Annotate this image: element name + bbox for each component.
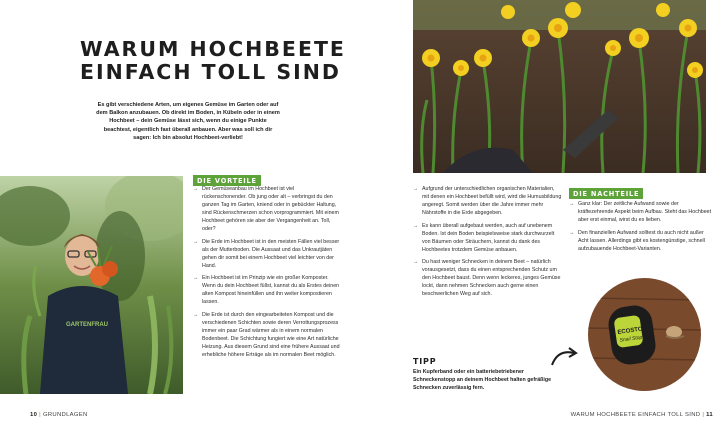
page-number-right: 11 <box>706 412 713 418</box>
tip-box <box>413 357 553 392</box>
vorteile-list <box>193 185 340 364</box>
middle-bullet-list <box>413 185 563 303</box>
right-page <box>360 0 720 421</box>
list-item: → Den finanziellen Aufwand solltest du auch nicht außer Acht lassen. Allerdings gibt es kostengünstige, schnell aufzubauende Hochbeet-Varianten. <box>569 229 705 252</box>
device-label-2: Snail Stop <box>619 334 643 344</box>
footer-title: WARUM HOCHBEETE EINFACH TOLL SIND <box>570 412 701 418</box>
arrow-icon: → <box>193 186 199 192</box>
device-label-1: ECOSTOP <box>617 325 647 336</box>
footer-left <box>30 412 88 418</box>
arrow-icon: → <box>413 259 419 266</box>
daffodil-photo <box>413 0 706 173</box>
vorteile-heading: DIE VORTEILE <box>193 175 261 186</box>
page-title <box>80 38 350 84</box>
snail-stop-photo <box>588 278 701 391</box>
list-item: → Der Gemüseanbau im Hochbeet ist viel rückenschonender. Ob jung oder alt – verbringst du den ganzen Tag im Garten, kniend oder in gebückter Haltung, sind Rückenschmerzen schon vorprogrammiert. Mit einem Hochbeet gehören sie aber der Vergangenheit an. Toll, oder? <box>193 186 339 233</box>
footer-separator: | <box>39 412 41 418</box>
list-item: → Ein Hochbeet ist im Prinzip wie ein großer Komposter. Wenn du dein Hochbeet füllst, kannst du als Erstes deinen alten Kompost hineinfüllen und ihn weiter kompostieren lassen. <box>193 275 340 306</box>
footer-separator: | <box>702 412 705 418</box>
nachteile-heading: DIE NACHTEILE <box>569 188 643 199</box>
title-line-2: EINFACH TOLL SIND <box>80 60 341 84</box>
list-item: → Du hast weniger Schnecken in deinem Beet – natürlich vorausgesetzt, dass du einen entsprechenden Schutz um den Hochbeet baust. Denn wenn leckeres, junges Gemüse lockt, dann nehmen Schnecken auch gerne einen beschwerlichen Weg auf sich. <box>413 259 561 298</box>
list-item: → Die Erde ist durch den eingearbeiteten Kompost und die verschiedenen Schichten sowie deren Verrottungsprozess immer ein paar Grad wärmer als in einem normalen Bodenbeet. Die Schichtung fungiert wie eine Art natürliche Heizung. Aus diesem Grund sind eine frühere Aussaat und erhebliche höhere Erträge als im normalen Beet möglich. <box>193 311 340 359</box>
title-line-1: WARUM HOCHBEETE <box>80 37 346 61</box>
page-number-left: 10 <box>30 412 38 418</box>
tip-text: Ein Kupferband oder ein batteriebetriebener Schneckenstopp an deinem Hochbeet halten gefräßige Schnecken zuverlässig fern. <box>413 369 552 392</box>
list-item: → Die Erde im Hochbeet ist in den meisten Fällen viel besser als der Mutterboden. Die Aussaat und das Unkrautjäten gehen dir somit bei einem Hochbeet viel leichter von der Hand. <box>193 238 340 269</box>
svg-text:GARTENFRAU: GARTENFRAU <box>66 322 108 328</box>
arrow-icon: → <box>193 238 199 245</box>
intro-paragraph: Es gibt verschiedene Arten, um eigenes Gemüse im Garten oder auf dem Balkon anzubauen. Ob direkt im Boden, in Kübeln oder in einem Hochbeet – dein Gemüse lässt sich, wenn du einige Punkte beachtest, eigentlich fast überall anbauen. Aber was soll ich dir sagen: Ich bin absolut Hochbeet-verliebt! <box>96 102 280 141</box>
arrow-icon: → <box>569 201 575 207</box>
tip-heading: TIPP <box>413 357 437 366</box>
arrow-icon: → <box>193 275 199 282</box>
arrow-icon: → <box>193 311 199 318</box>
list-item: → Aufgrund der unterschiedlichen organischen Materialien, mit denen ein Hochbeet befüllt wird, wird die Humusbildung angeregt. Somit werden über die Jahre immer mehr Nährstoffe in die Erde abgegeben. <box>413 186 562 217</box>
curved-arrow-icon <box>550 345 580 367</box>
list-item: → Ganz klar: Der zeitliche Aufwand sowie der kräftezehrende Aspekt beim Aufbau. Steht das Hochbeet aber erst einmal, wirst du es lieben. <box>569 201 712 224</box>
footer-section: GRUNDLAGEN <box>43 412 88 418</box>
arrow-icon: → <box>413 222 419 229</box>
footer-right <box>571 412 713 418</box>
gardener-photo <box>0 176 183 394</box>
arrow-icon: → <box>413 186 419 192</box>
arrow-icon: → <box>569 229 575 236</box>
list-item: → Es kann überall aufgebaut werden, auch auf unebenem Boden. Ist dein Boden beispielsweise stark durchwurzelt von Bäumen oder Sträuchern, kannst du dank des Hochbeetes trotzdem Gemüse anbauen. <box>413 222 555 253</box>
nachteile-list <box>569 200 715 257</box>
